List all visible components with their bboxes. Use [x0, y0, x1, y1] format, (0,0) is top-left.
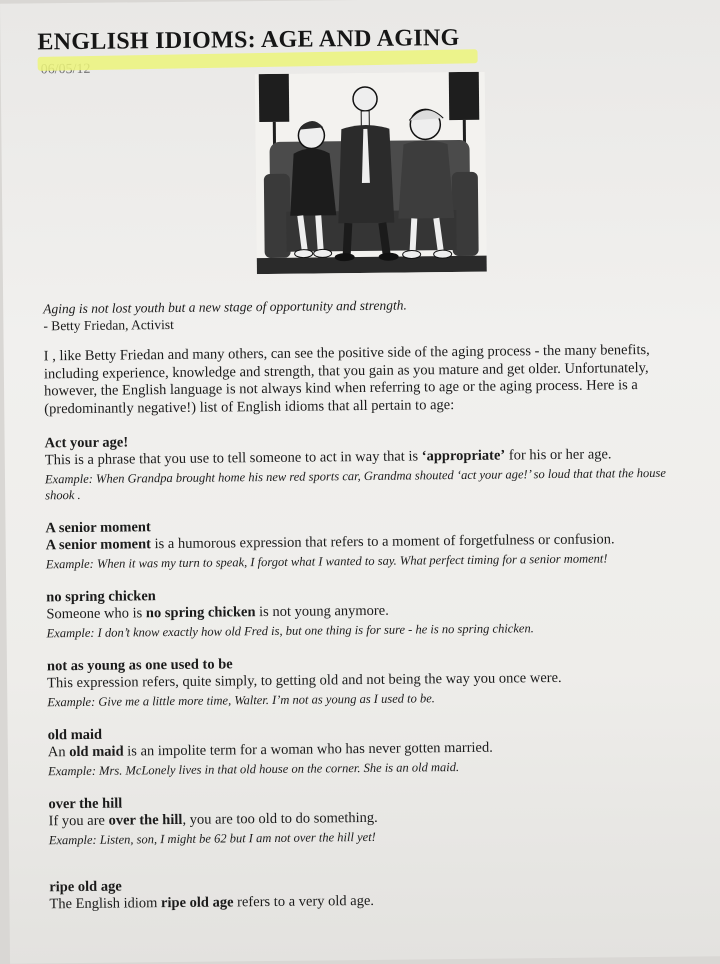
quote-block	[43, 294, 683, 335]
idiom-entry	[45, 513, 686, 573]
idiom-entry	[46, 582, 687, 642]
idiom-definition: This expression refers, quite simply, to getting old and not being the way you once were.	[47, 669, 562, 692]
page-title: ENGLISH IDIOMS: AGE AND AGING	[37, 24, 460, 56]
elderly-people-on-sofa-cartoon-icon	[255, 72, 487, 274]
quote-text: Aging is not lost youth but a new stage of opportunity and strength.	[43, 297, 407, 317]
intro-paragraph: I , like Betty Friedan and many others, can see the positive side of the aging process - the many benefits, including experience, knowledge and strength, that you gain as you mature and get older. Unfortunately, however, the English language is not always kind when referring to age or the aging process. Here is a (predominantly negative!) list of English idioms that all pertain to age:	[43, 341, 650, 417]
idiom-entry	[49, 872, 689, 914]
idiom-example: Example: Listen, son, I might be 62 but I am not over the hill yet!	[48, 829, 376, 848]
idiom-example: Example: I don’t know exactly how old Fred is, but one thing is for sure - he is no spring chicken.	[46, 621, 534, 641]
quote-author: - Betty Friedan, Activist	[43, 316, 174, 334]
idiom-entry	[48, 720, 689, 780]
idiom-title: old maid	[47, 726, 103, 744]
idiom-example: Example: Mrs. McLonely lives in that old house on the corner. She is an old maid.	[47, 760, 460, 779]
idiom-entry	[47, 651, 688, 711]
idiom-example: Example: Give me a little more time, Walter. I’m not as young as I used to be.	[47, 691, 435, 710]
title-block	[37, 25, 459, 56]
idiom-example: Example: When Grandpa brought home his new red sports car, Grandma shouted ‘act your age!’ so loud that that the house shook .	[44, 465, 666, 503]
idiom-title: not as young as one used to be	[46, 656, 233, 675]
idiom-definition: This is a phrase that you use to tell someone to act in way that is ‘appropriate’ for his or her age.	[44, 446, 612, 469]
idiom-title: Act your age!	[44, 434, 129, 452]
idiom-definition: Someone who is no spring chicken is not young anymore.	[46, 602, 389, 623]
idiom-entry	[45, 428, 686, 504]
idiom-title: over the hill	[48, 795, 123, 813]
idiom-title: ripe old age	[49, 878, 122, 896]
idiom-definition: The English idiom ripe old age refers to a very old age.	[49, 892, 375, 913]
idiom-definition: An old maid is an impolite term for a woman who has never gotten married.	[47, 739, 493, 761]
idiom-entry	[48, 789, 689, 849]
idiom-title: A senior moment	[45, 519, 151, 537]
idiom-definition: A senior moment is a humorous expression that refers to a moment of forgetfulness or confusion.	[45, 531, 615, 554]
idiom-title: no spring chicken	[46, 588, 156, 606]
idiom-example: Example: When it was my turn to speak, I forgot what I wanted to say. What perfect timing for a senior moment!	[45, 551, 608, 572]
idiom-definition: If you are over the hill, you are too old to do something.	[48, 809, 378, 830]
